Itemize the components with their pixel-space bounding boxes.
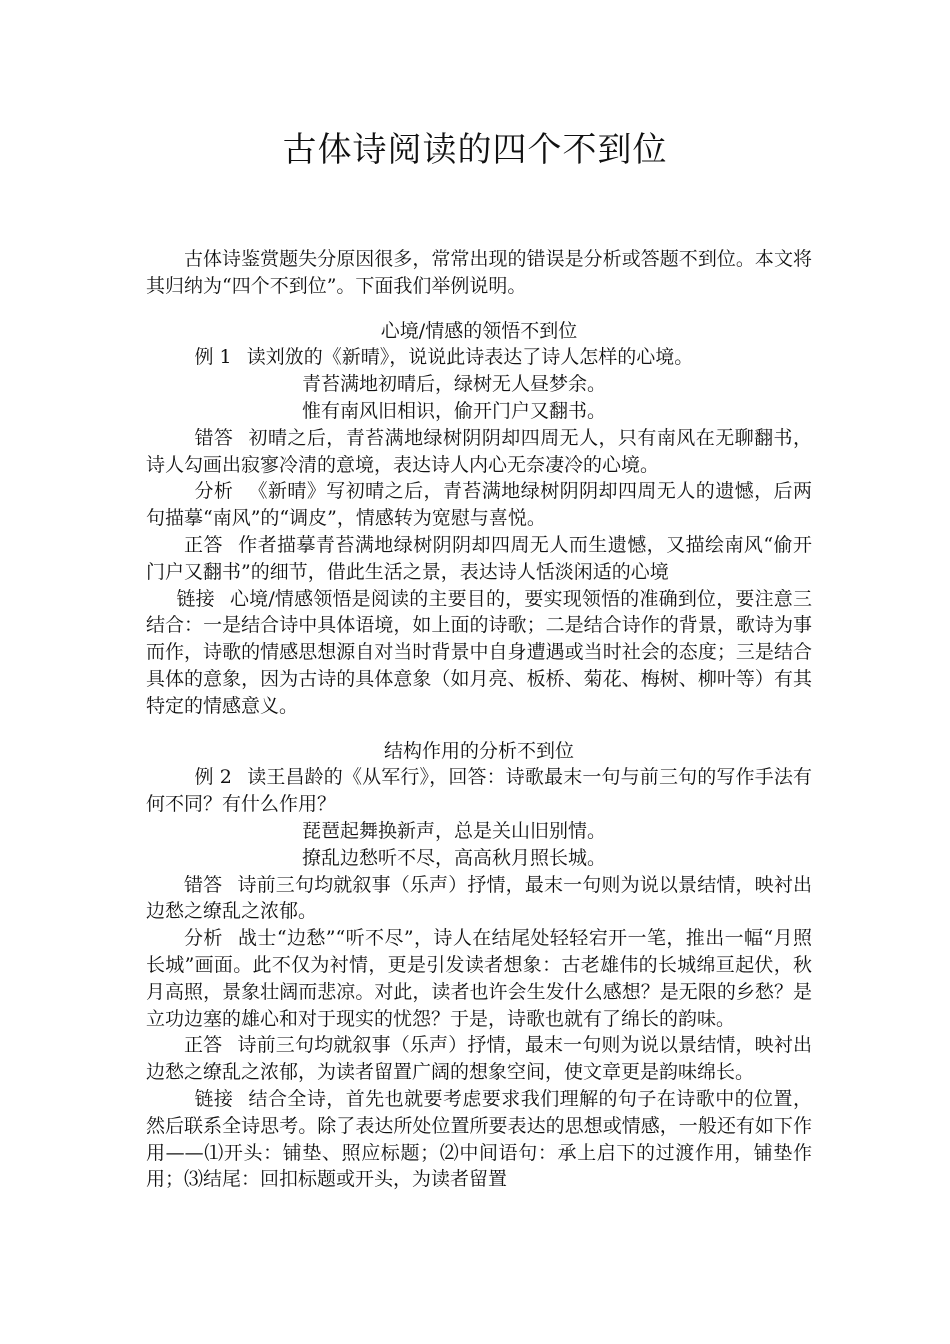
wrong-answer-1-text: 初晴之后，青苔满地绿树阴阴却四周无人，只有南风在无聊翻书，诗人勾画出寂寥冷清的意境，表达诗人内心无奈凄冷的心境。 xyxy=(146,426,812,476)
page-title: 古体诗阅读的四个不到位 xyxy=(282,130,668,170)
analysis-1-paragraph xyxy=(146,478,812,532)
example-1-paragraph xyxy=(146,344,812,371)
wrong-answer-2-paragraph xyxy=(146,872,812,926)
link-1-paragraph xyxy=(146,586,812,720)
wrong-answer-2-text: 诗前三句均就叙事（乐声）抒情，最末一句则为说以景结情，映衬出边愁之缭乱之浓郁。 xyxy=(146,873,812,923)
poem-1-line-2: 惟有南风旧相识，偷开门户又翻书。 xyxy=(302,399,607,422)
section-heading-1: 心境/情感的领悟不到位 xyxy=(380,319,578,342)
correct-answer-2-paragraph xyxy=(146,1032,812,1086)
wrong-answer-1-label: 错答 xyxy=(194,426,234,449)
analysis-1-text: 《新晴》写初晴之后，青苔满地绿树阴阴却四周无人的遗憾，后两句描摹“南风”的“调皮”，情感转为宽慰与喜悦。 xyxy=(146,480,812,530)
poem-2-line-2: 撩乱边愁听不尽，高高秋月照长城。 xyxy=(302,846,607,869)
correct-answer-1-text: 作者描摹青苔满地绿树阴阴却四周无人而生遗憾，又描绘南风“偷开门户又翻书”的细节，借此生活之景，表达诗人恬淡闲适的心境 xyxy=(146,533,812,583)
link-1-label: 链接 xyxy=(176,587,215,610)
poem-1-line-1: 青苔满地初晴后，绿树无人昼梦余。 xyxy=(302,373,607,396)
spacer xyxy=(146,720,812,738)
correct-answer-1-label: 正答 xyxy=(184,533,223,556)
correct-answer-2-label: 正答 xyxy=(184,1034,223,1057)
link-2-label: 链接 xyxy=(194,1087,234,1110)
example-1-text: 读刘攽的《新晴》，说说此诗表达了诗人怎样的心境。 xyxy=(246,346,694,369)
wrong-answer-2-label: 错答 xyxy=(184,873,223,896)
intro-paragraph: 古体诗鉴赏题失分原因很多，常常出现的错误是分析或答题不到位。本文将其归纳为“四个不到位”。下面我们举例说明。 xyxy=(146,248,812,297)
example-2-label: 例 2 xyxy=(194,766,232,789)
analysis-1-label: 分析 xyxy=(194,480,234,503)
section-heading-2: 结构作用的分析不到位 xyxy=(383,739,574,762)
example-1-label: 例 1 xyxy=(194,346,232,369)
analysis-2-text: 战士“边愁”“听不尽”，诗人在结尾处轻轻宕开一笔，推出一幅“月照长城”画面。此不仅为衬情，更是引发读者想象：古老雄伟的长城绵亘起伏，秋月高照，景象壮阔而悲凉。对此，读者也许会生发什么感想？是无限的乡愁？是立功边塞的雄心和对于现实的忧怨？于是，诗歌也就有了绵长的韵味。 xyxy=(146,927,812,1030)
analysis-2-label: 分析 xyxy=(184,927,223,950)
spacer xyxy=(146,300,812,318)
article-body xyxy=(146,246,812,1193)
wrong-answer-1-paragraph xyxy=(146,425,812,479)
link-2-paragraph xyxy=(146,1086,812,1193)
correct-answer-2-text: 诗前三句均就叙事（乐声）抒情，最末一句则为说以景结情，映衬出边愁之缭乱之浓郁，为读者留置广阔的想象空间，使文章更是韵味绵长。 xyxy=(146,1034,812,1084)
example-2-text: 读王昌龄的《从军行》，回答：诗歌最末一句与前三句的写作手法有何不同？有什么作用？ xyxy=(146,766,812,816)
link-2-text: 结合全诗，首先也就要考虑要求我们理解的句子在诗歌中的位置，然后联系全诗思考。除了表达所处位置所要表达的思想或情感，一般还有如下作用——⑴开头：铺垫、照应标题；⑵中间语句：承上启下的过渡作用，铺垫作用；⑶结尾：回扣标题或开头，为读者留置 xyxy=(146,1087,812,1191)
analysis-2-paragraph xyxy=(146,925,812,1032)
poem-2-line-1: 琵琶起舞换新声，总是关山旧别情。 xyxy=(302,819,607,842)
correct-answer-1-paragraph xyxy=(146,532,812,586)
link-1-text: 心境/情感领悟是阅读的主要目的，要实现领悟的准确到位，要注意三结合：一是结合诗中具体语境，如上面的诗歌；二是结合诗作的背景，歌诗为事而作，诗歌的情感思想源自对当时背景中自身遭遇或当时社会的态度；三是结合具体的意象，因为古诗的具体意象（如月亮、板桥、菊花、梅树、柳叶等）有其特定的情感意义。 xyxy=(146,587,812,717)
example-2-paragraph xyxy=(146,764,812,818)
